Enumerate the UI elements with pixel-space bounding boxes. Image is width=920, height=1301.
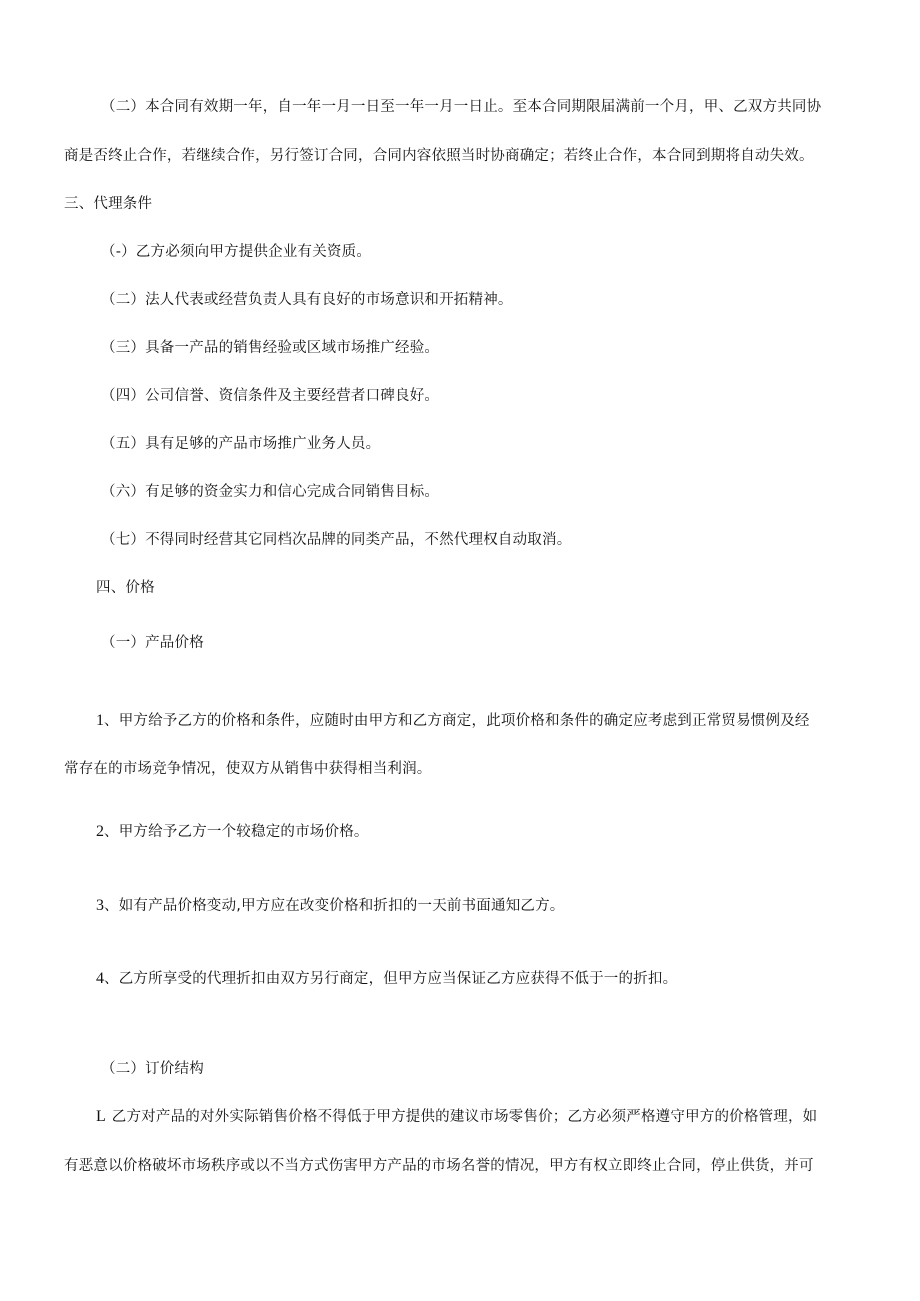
- price-item-1-cont: 常存在的市场竞争情况，使双方从销售中获得相当利润。: [64, 761, 432, 777]
- condition-item-2: （二）法人代表或经营负责人具有良好的市场意识和开拓精神。: [101, 292, 513, 308]
- item-number: 3: [96, 897, 104, 914]
- condition-item-5: （五）具有足够的产品市场推广业务人员。: [101, 436, 381, 452]
- pricing-item-1-cont: 有恶意以价格破坏市场秩序或以不当方式伤害甲方产品的市场名誉的情况，甲方有权立即终止合同，停止供货，并可: [64, 1158, 814, 1174]
- paragraph-term-validity-cont: 商是否终止合作，若继续合作，另行签订合同，合同内容依照当时协商确定；若终止合作，本合同到期将自动失效。: [64, 148, 814, 164]
- price-item-3-text: 、如有产品价格变动,甲方应在改变价格和折扣的一天前书面通知乙方。: [104, 898, 565, 914]
- price-item-2-text: 、甲方给予乙方一个较稳定的市场价格。: [104, 824, 369, 840]
- pricing-item-1: [96, 1107, 817, 1127]
- price-item-2: [96, 822, 369, 842]
- pricing-item-1-text: 乙方对产品的对外实际销售价格不得低于甲方提供的建议市场零售价；乙方必须严格遵守甲方的价格管理，如: [111, 1109, 818, 1125]
- condition-item-3: （三）具备一产品的销售经验或区域市场推广经验。: [101, 340, 440, 356]
- condition-item-7: （七）不得同时经营其它同档次品牌的同类产品，不然代理权自动取消。: [101, 532, 572, 548]
- condition-item-6: （六）有足够的资金实力和信心完成合同销售目标。: [101, 484, 440, 500]
- item-number: 4: [96, 970, 104, 987]
- price-item-1-text: 、甲方给予乙方的价格和条件，应随时由甲方和乙方商定，此项价格和条件的确定应考虑到正常贸易惯例及经: [104, 713, 810, 729]
- price-item-3: [96, 896, 565, 916]
- condition-item-1: （-）乙方必须向甲方提供企业有关资质。: [101, 244, 372, 260]
- item-number: 1: [96, 712, 104, 729]
- subheading-pricing-structure: （二）订价结构: [101, 1061, 204, 1077]
- item-number: 2: [96, 823, 104, 840]
- price-item-1: [96, 711, 810, 731]
- paragraph-term-validity: （二）本合同有效期一年，自一年一月一日至一年一月一日止。至本合同期限届满前一个月，甲、乙双方共同协: [101, 99, 822, 115]
- price-item-4-text: 、乙方所享受的代理折扣由双方另行商定，但甲方应当保证乙方应获得不低于一的折扣。: [104, 971, 678, 987]
- subheading-product-price: （一）产品价格: [101, 635, 204, 651]
- price-item-4: [96, 969, 677, 989]
- section-heading-price: 四、价格: [96, 580, 155, 596]
- section-heading-agency-conditions: 三、代理条件: [64, 196, 153, 212]
- item-number: L: [96, 1108, 106, 1125]
- condition-item-4: （四）公司信誉、资信条件及主要经营者口碑良好。: [101, 388, 440, 404]
